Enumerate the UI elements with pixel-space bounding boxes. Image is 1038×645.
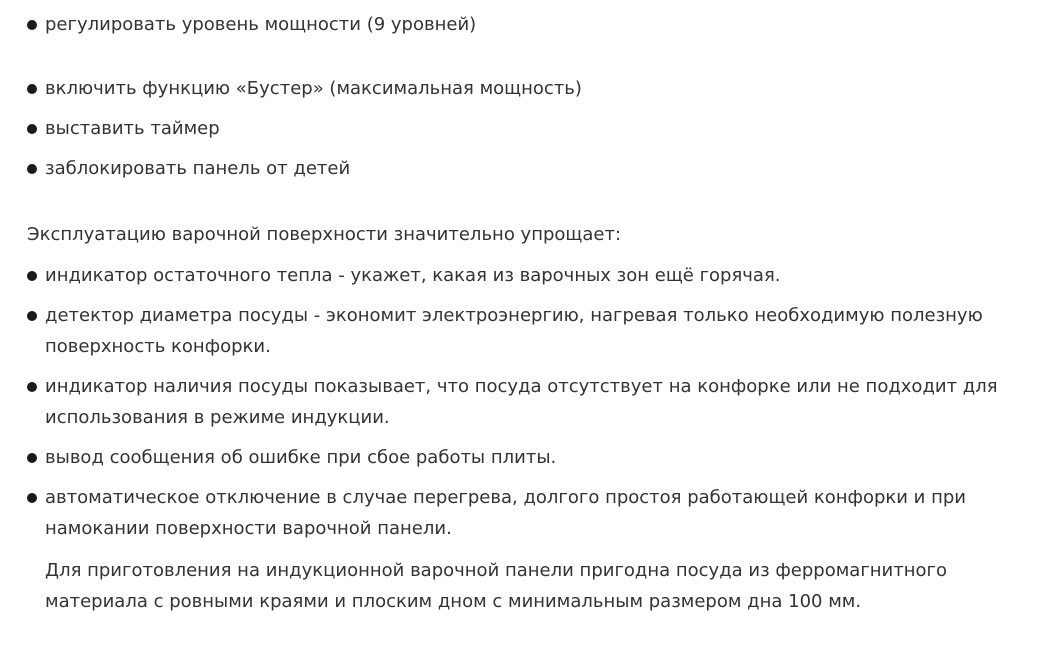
list-item xyxy=(27,260,1038,291)
intro-paragraph: Эксплуатацию варочной поверхности значительно упрощает: xyxy=(27,224,622,245)
list-item xyxy=(27,482,1038,544)
list-item-text: включить функцию «Бустер» (максимальная мощность) xyxy=(45,78,582,99)
list-item xyxy=(27,73,1038,104)
list-item xyxy=(27,113,1038,144)
list-item-text: заблокировать панель от детей xyxy=(45,158,351,179)
list-item xyxy=(27,300,1038,362)
bullet-icon xyxy=(27,124,37,134)
functions-list-first xyxy=(27,9,1038,49)
bullet-icon xyxy=(27,271,37,281)
list-item-text: детектор диаметра посуды - экономит электроэнергию, нагревая только необходимую полезную поверхность конфорки. xyxy=(45,305,983,357)
bullet-icon xyxy=(27,164,37,174)
list-item-text: регулировать уровень мощности (9 уровней) xyxy=(45,14,477,35)
bullet-icon xyxy=(27,453,37,463)
list-item-text: индикатор наличия посуды показывает, что посуда отсутствует на конфорке или не подходит для использования в режиме индукции. xyxy=(45,376,998,428)
list-item xyxy=(27,9,1038,40)
list-item-text: выставить таймер xyxy=(45,118,220,139)
list-item-text: индикатор остаточного тепла - укажет, какая из варочных зон ещё горячая. xyxy=(45,265,781,286)
list-item xyxy=(27,371,1038,433)
features-list xyxy=(27,260,1038,553)
functions-list xyxy=(27,73,1038,193)
bullet-icon xyxy=(27,20,37,30)
list-item xyxy=(27,442,1038,473)
cookware-note-paragraph: Для приготовления на индукционной варочной панели пригодна посуда из ферромагнитного материала с ровными краями и плоским дном с минимальным размером дна 100 мм. xyxy=(45,560,947,612)
list-item-text: вывод сообщения об ошибке при сбое работы плиты. xyxy=(45,447,557,468)
bullet-icon xyxy=(27,493,37,503)
bullet-icon xyxy=(27,311,37,321)
bullet-icon xyxy=(27,84,37,94)
list-item-text: автоматическое отключение в случае перегрева, долгого простоя работающей конфорки и при намокании поверхности варочной панели. xyxy=(45,487,966,539)
bullet-icon xyxy=(27,382,37,392)
list-item xyxy=(27,153,1038,184)
